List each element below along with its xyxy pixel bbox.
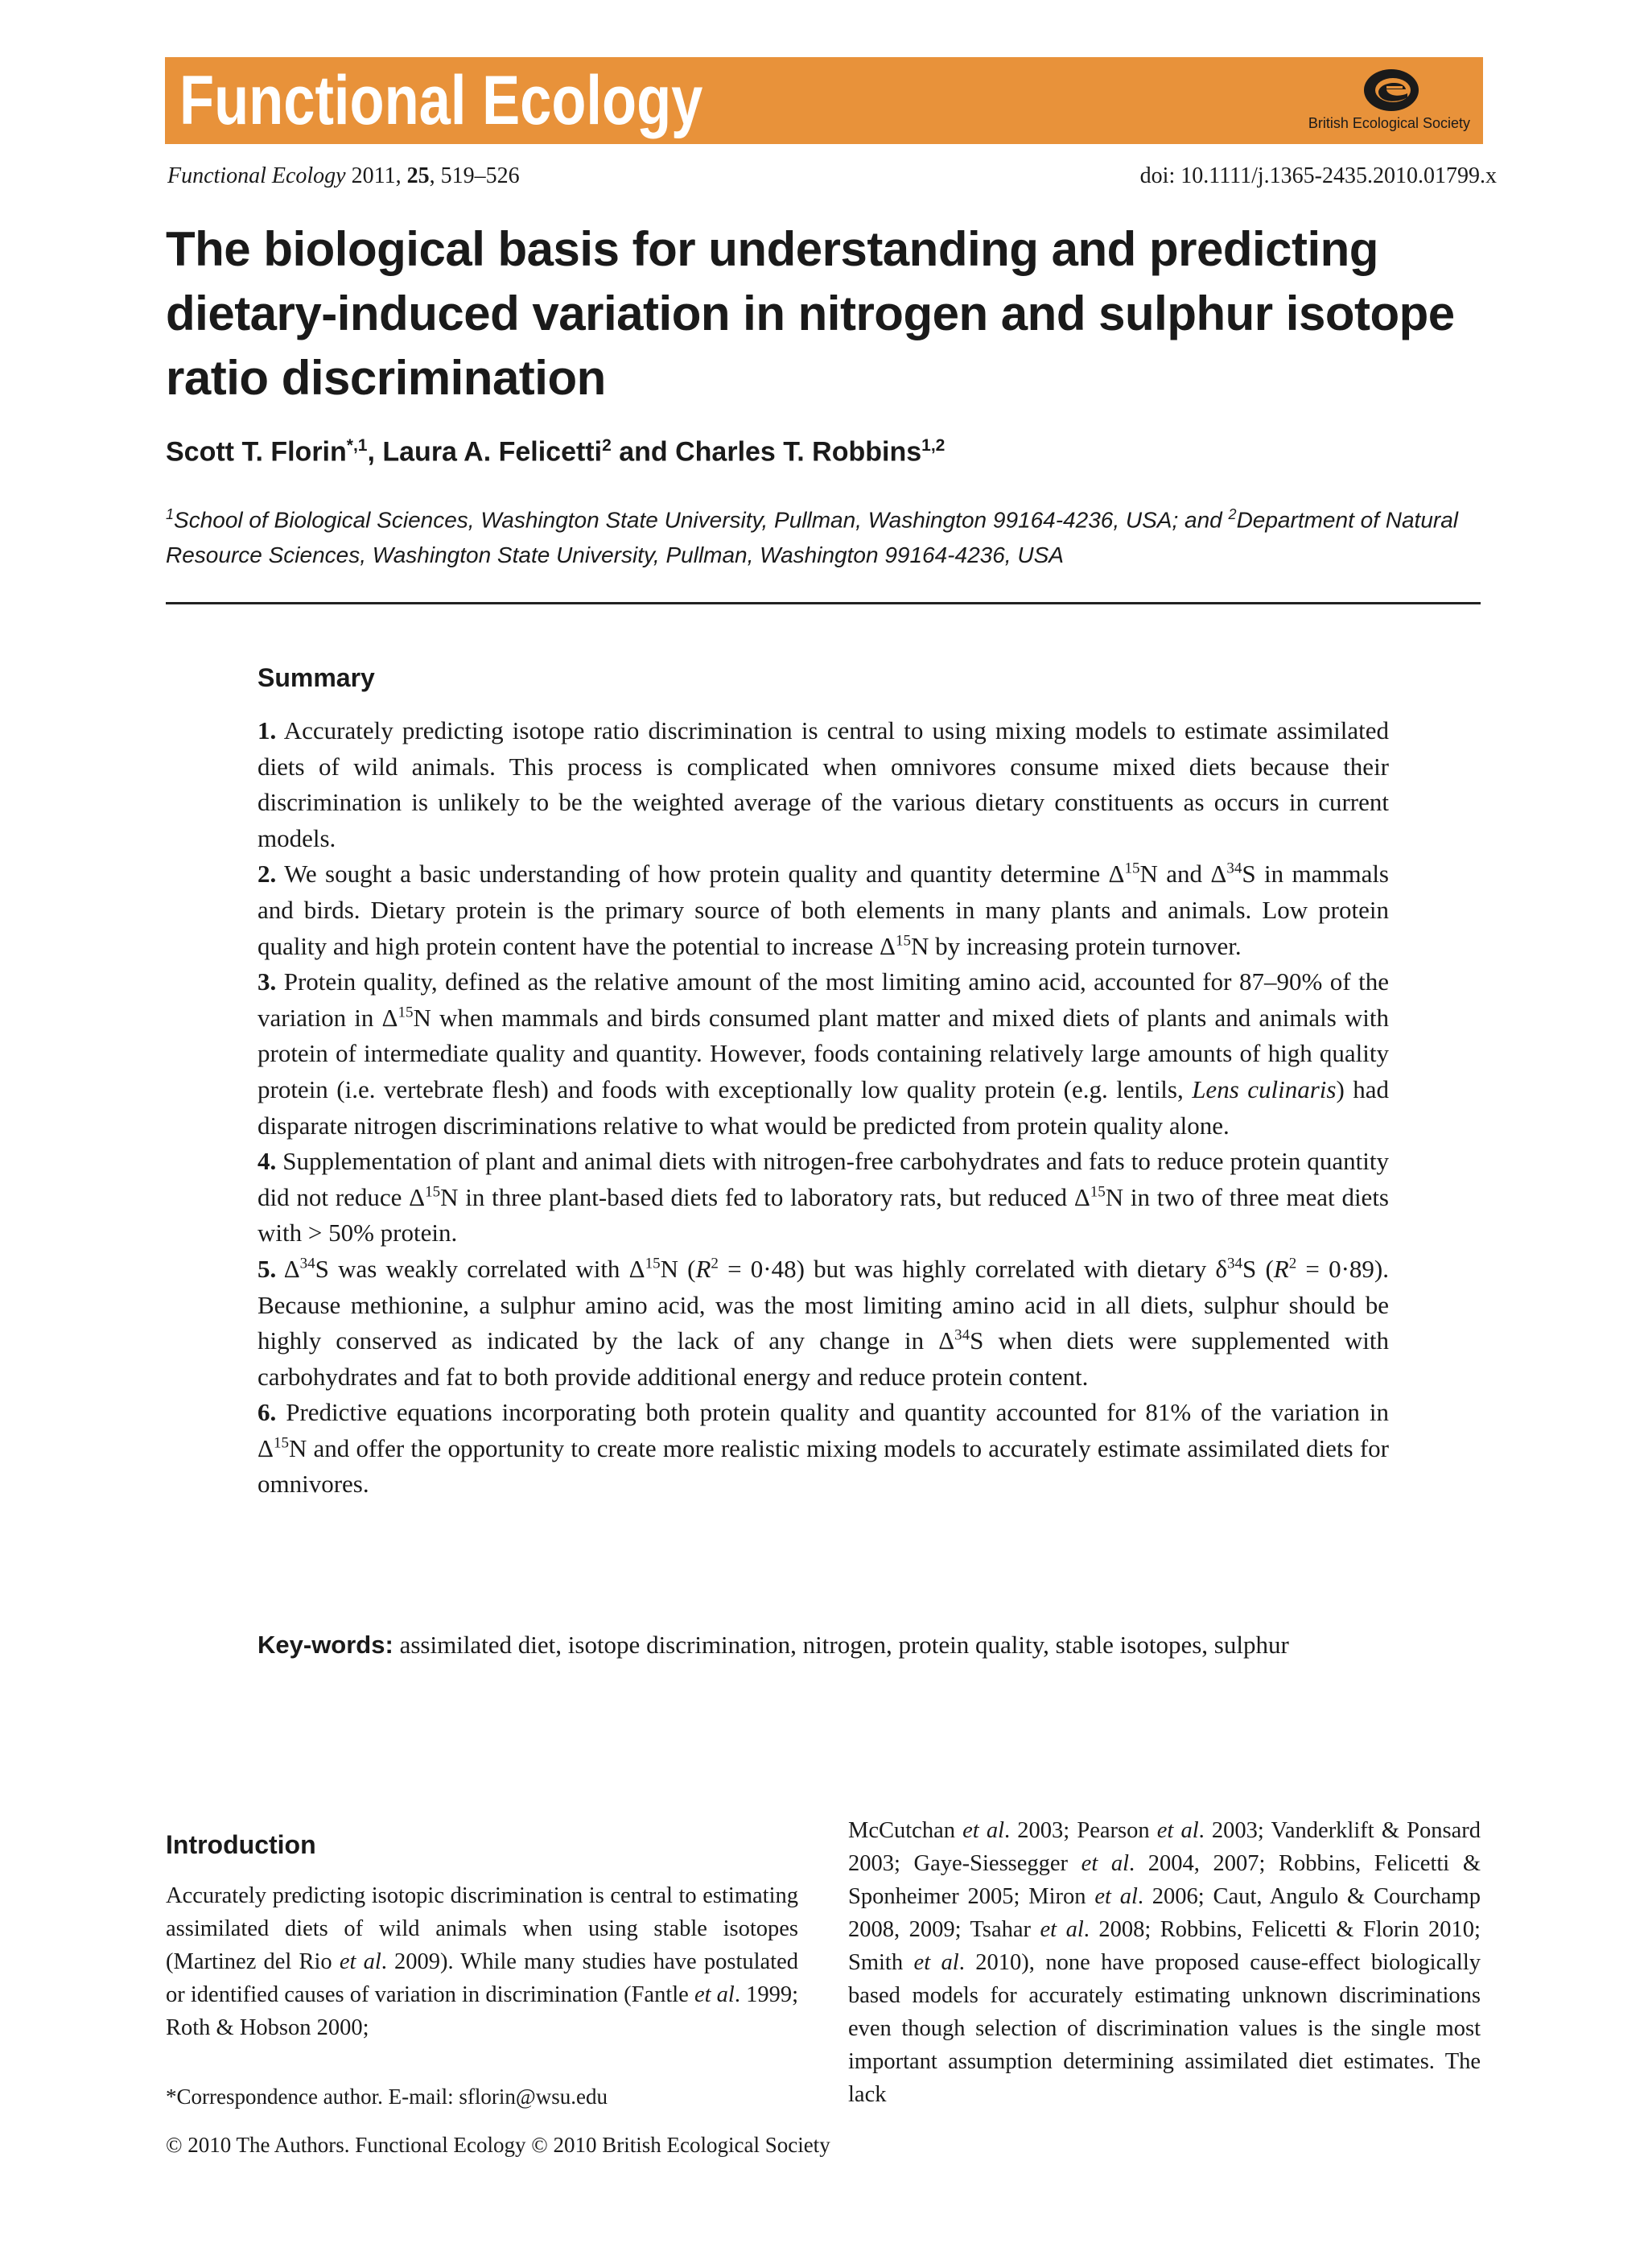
citation-journal: Functional Ecology bbox=[167, 163, 346, 188]
citation bbox=[167, 163, 520, 189]
et-al: et al bbox=[694, 1982, 735, 2007]
et-al: et al bbox=[913, 1950, 959, 1975]
citation-line bbox=[167, 163, 1497, 189]
bes-logo-icon bbox=[1362, 67, 1420, 113]
society-name: British Ecological Society bbox=[1308, 115, 1470, 131]
r-squared: R bbox=[1273, 1254, 1289, 1283]
intro-text: Accurately predicting isotopic discrimination is central to estimating assimilated diets of wild animals when using stable isotopes (Martinez del Rio bbox=[166, 1883, 798, 1974]
point-text: N ( bbox=[660, 1254, 696, 1283]
isotope-sup: 15 bbox=[1124, 860, 1140, 878]
point-number: 5. bbox=[258, 1254, 277, 1283]
point-text: Accurately predicting isotope ratio discrimination is central to using mixing models to estimate assimilated diets of wild animals. This process is complicated when omnivores consume mixed diets because their discrimination is unlikely to be the weighted average of the various dietary constituents as occurs in current models. bbox=[258, 716, 1389, 852]
author-sup: 1,2 bbox=[921, 436, 946, 455]
isotope-sup: 15 bbox=[425, 1183, 441, 1201]
point-text: N and offer the opportunity to create more realistic mixing models to accurately estimate assimilated diets for omnivores. bbox=[258, 1433, 1389, 1499]
isotope-sup: 15 bbox=[398, 1004, 414, 1021]
intro-text: . 2003; Vanderklift & Ponsard 2003; Gaye-Siessegger bbox=[848, 1818, 1481, 1876]
intro-text: . 2006; Caut, Angulo & Courchamp 2008, 2009; Tsahar bbox=[848, 1884, 1481, 1942]
species-name: Lens culinaris bbox=[1192, 1074, 1337, 1103]
point-number: 4. bbox=[258, 1147, 277, 1176]
author-separator: and bbox=[611, 436, 676, 468]
affil-sup: 1 bbox=[166, 506, 175, 522]
citation-year: 2011, bbox=[351, 163, 402, 188]
author-name: Charles T. Robbins bbox=[675, 436, 922, 468]
point-number: 2. bbox=[258, 860, 277, 889]
isotope-sup: 34 bbox=[1227, 1255, 1243, 1272]
point-text: Δ bbox=[276, 1254, 300, 1283]
affil-text: School of Biological Sciences, Washington State University, Pullman, Washington 99164-4236, USA; and bbox=[174, 507, 1229, 533]
affiliations bbox=[166, 497, 1485, 573]
citation-pages: , 519–526 bbox=[429, 163, 520, 188]
journal-name: Functional Ecology bbox=[179, 62, 703, 139]
point-text: = 0·48) but was highly correlated with dietary δ bbox=[718, 1254, 1228, 1283]
summary-point bbox=[258, 1252, 1389, 1395]
correspondence-footnote: *Correspondence author. E-mail: sflorin@wsu.edu bbox=[166, 2084, 608, 2109]
isotope-sup: 34 bbox=[954, 1326, 970, 1344]
journal-banner bbox=[165, 57, 1483, 144]
r-squared-sup: 2 bbox=[1288, 1255, 1297, 1272]
copyright-line: © 2010 The Authors. Functional Ecology © 2010 British Ecological Society bbox=[166, 2133, 830, 2157]
point-text: ) had disparate nitrogen discriminations relative to what would be predicted from protein quality alone. bbox=[258, 1074, 1389, 1140]
keywords bbox=[258, 1627, 1389, 1664]
doi: doi: 10.1111/j.1365-2435.2010.01799.x bbox=[1139, 163, 1497, 188]
intro-heading: Introduction bbox=[166, 1830, 316, 1859]
point-text: S when diets were supplemented with carbohydrates and fat to both provide additional energy and reduce protein content. bbox=[258, 1326, 1389, 1391]
intro-text: . 1999; Roth & Hobson 2000; bbox=[166, 1982, 799, 2040]
intro-text: . 2003; Pearson bbox=[1004, 1818, 1157, 1843]
affil-sup: 2 bbox=[1228, 506, 1237, 522]
point-text: S ( bbox=[1242, 1254, 1274, 1283]
summary-point bbox=[258, 1144, 1389, 1252]
r-squared-sup: 2 bbox=[711, 1255, 719, 1272]
point-text: Predictive equations incorporating both protein quality and quantity accounted for 81% of the variation in Δ bbox=[258, 1398, 1389, 1462]
isotope-sup: 15 bbox=[895, 932, 911, 950]
point-text: S in mammals and birds. Dietary protein is the primary source of both elements in many plants and animals. Low protein quality and high protein content have the potential to increase Δ bbox=[258, 860, 1390, 960]
author-list bbox=[166, 436, 1485, 468]
affil-text: Department of Natural Resource Sciences, Washington State University, Pullman, Washington 99164-4236, USA bbox=[166, 507, 1459, 568]
et-al: et al bbox=[339, 1949, 381, 1974]
divider-rule bbox=[166, 602, 1481, 604]
point-number: 6. bbox=[258, 1398, 277, 1427]
isotope-sup: 15 bbox=[645, 1255, 661, 1272]
summary-body bbox=[258, 713, 1389, 1503]
keywords-text: assimilated diet, isotope discrimination, nitrogen, protein quality, stable isotopes, sulphur bbox=[393, 1631, 1289, 1659]
summary-point bbox=[258, 856, 1389, 964]
point-text: N by increasing protein turnover. bbox=[910, 931, 1242, 960]
intro-text: McCutchan bbox=[848, 1818, 963, 1843]
intro-text: . 2004, 2007; Robbins, Felicetti & Sponheimer 2005; Miron bbox=[848, 1851, 1481, 1909]
intro-text: . 2009). While many studies have postulated or identified causes of variation in discrimination (Fantle bbox=[166, 1949, 798, 2007]
et-al: et al bbox=[1094, 1884, 1138, 1909]
point-number: 1. bbox=[258, 716, 277, 744]
author-separator: , bbox=[367, 436, 383, 468]
author-name: Laura A. Felicetti bbox=[382, 436, 603, 468]
point-number: 3. bbox=[258, 967, 277, 996]
point-text: = 0·89). Because methionine, a sulphur amino acid, was the most limiting amino acid in all diets, sulphur should be highly conserved as indicated by the lack of any change in Δ bbox=[258, 1254, 1389, 1355]
point-text: S was weakly correlated with Δ bbox=[315, 1254, 645, 1283]
author-sup: *,1 bbox=[346, 436, 368, 455]
intro-text: . 2010), none have proposed cause-effect biologically based models for accurately estimating unknown discriminations even though selection of discrimination values is the single most important assumption determining assimilated diet estimates. The lack bbox=[848, 1950, 1481, 2107]
point-text: Supplementation of plant and animal diets with nitrogen-free carbohydrates and fats to reduce protein quantity did not reduce Δ bbox=[258, 1147, 1389, 1211]
isotope-sup: 15 bbox=[273, 1434, 289, 1452]
intro-column-right bbox=[848, 1814, 1481, 2111]
author-name: Scott T. Florin bbox=[166, 436, 347, 468]
et-al: et al bbox=[962, 1818, 1005, 1843]
author-sup: 2 bbox=[602, 436, 612, 455]
intro-text: . 2008; Robbins, Felicetti & Florin 2010; Smith bbox=[848, 1917, 1481, 1975]
summary-point bbox=[258, 964, 1389, 1144]
point-text: N in three plant-based diets fed to laboratory rats, but reduced Δ bbox=[440, 1182, 1090, 1211]
et-al: et al bbox=[1081, 1851, 1130, 1876]
isotope-sup: 34 bbox=[299, 1255, 315, 1272]
point-text: N when mammals and birds consumed plant matter and mixed diets of plants and animals with protein of intermediate quality and quantity. However, foods containing relatively large amounts of high quality protein (i.e. vertebrate flesh) and foods with exceptionally low quality protein (e.g. lentils, bbox=[258, 1003, 1389, 1103]
et-al: et al bbox=[1040, 1917, 1084, 1942]
point-text: We sought a basic understanding of how protein quality and quantity determine Δ bbox=[276, 860, 1125, 889]
isotope-sup: 34 bbox=[1226, 860, 1242, 878]
citation-volume: 25 bbox=[406, 163, 430, 188]
article-title: The biological basis for understanding and predicting dietary-induced variation in nitrogen and sulphur isotope ratio discrimination bbox=[166, 222, 1455, 405]
point-text: N in two of three meat diets with > 50% protein. bbox=[258, 1182, 1389, 1247]
point-text: N and Δ bbox=[1139, 860, 1227, 889]
keywords-label: Key-words: bbox=[258, 1631, 393, 1659]
summary-point bbox=[258, 1395, 1389, 1503]
et-al: et al bbox=[1156, 1818, 1199, 1843]
summary-heading: Summary bbox=[258, 663, 375, 692]
r-squared: R bbox=[695, 1254, 711, 1283]
summary-point bbox=[258, 713, 1389, 856]
point-text: Protein quality, defined as the relative amount of the most limiting amino acid, accounted for 87–90% of the variation in Δ bbox=[258, 967, 1389, 1032]
isotope-sup: 15 bbox=[1090, 1183, 1106, 1201]
intro-column-left bbox=[166, 1879, 798, 2044]
